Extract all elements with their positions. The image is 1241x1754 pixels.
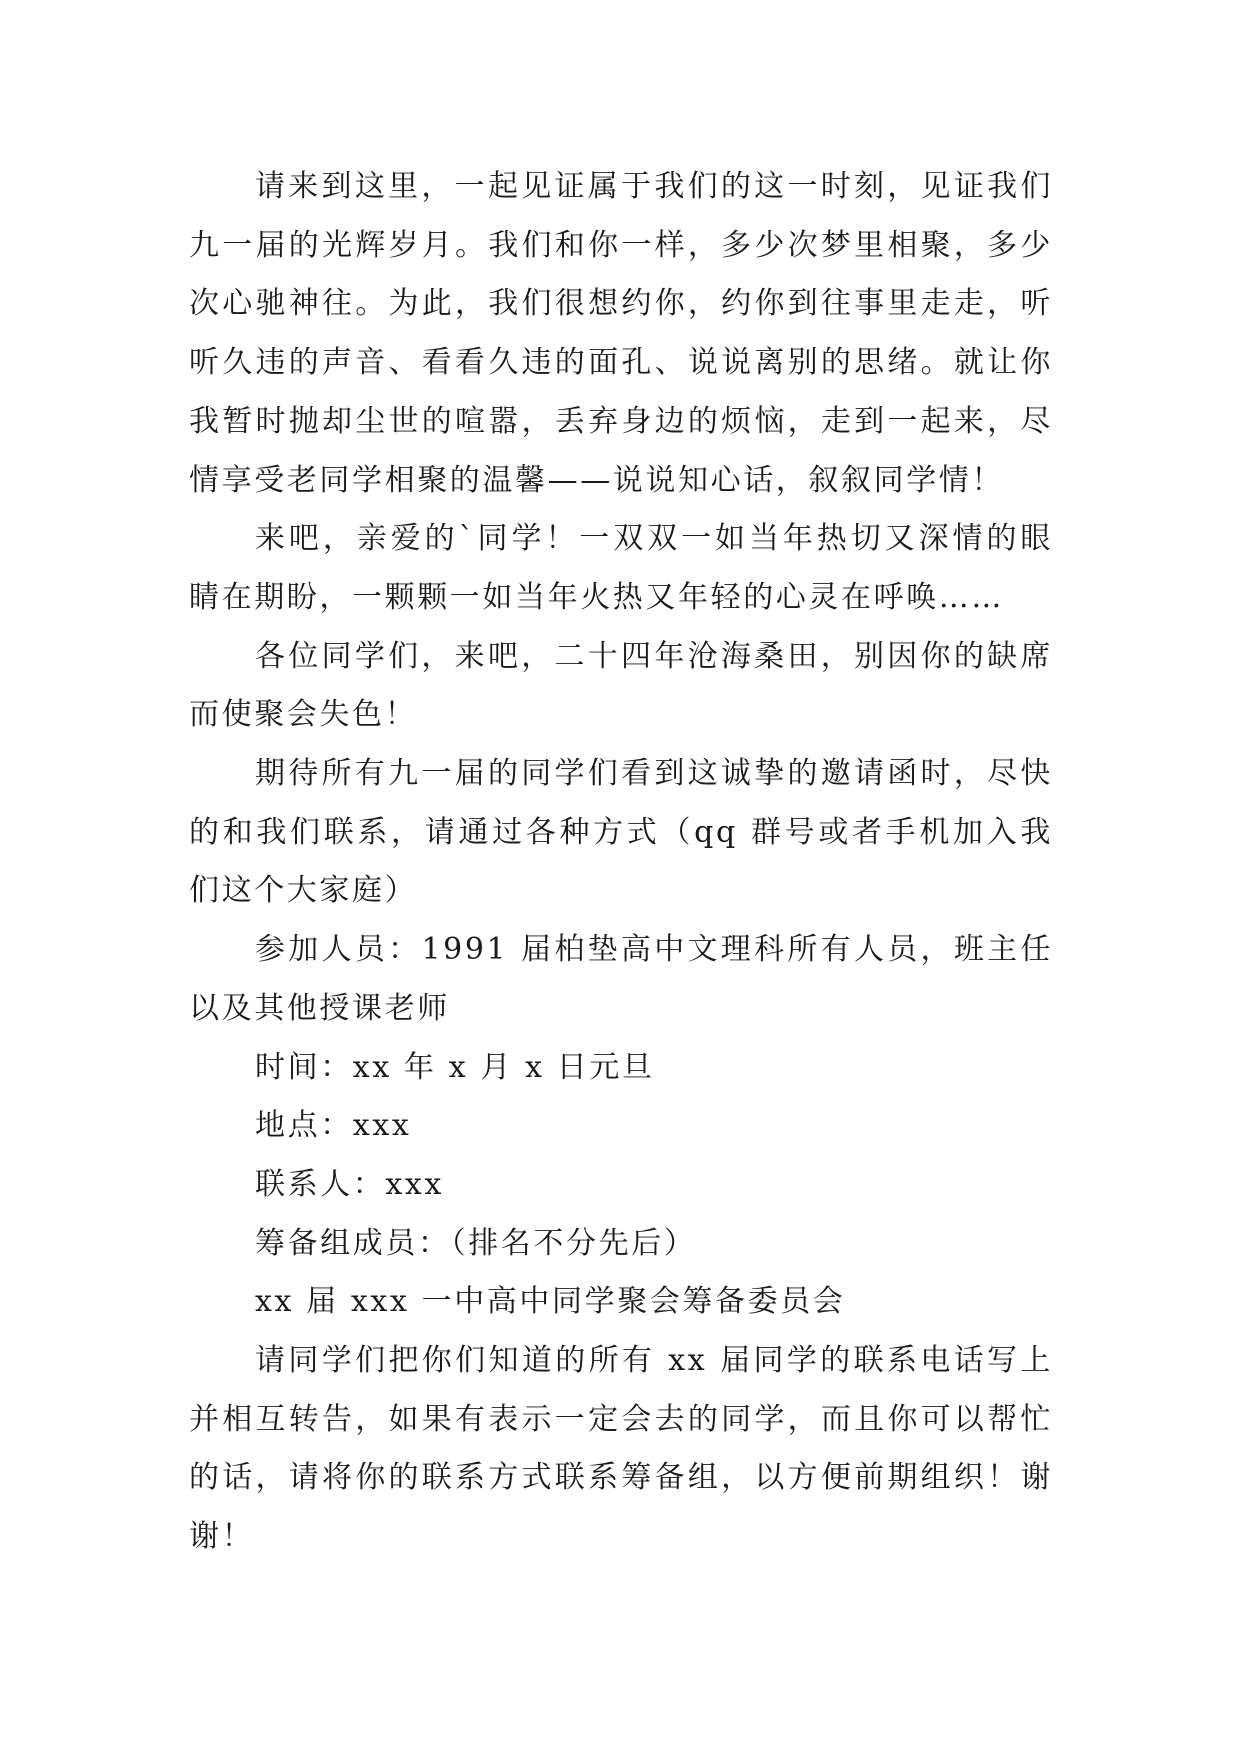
paragraph-come-classmates: 来吧，亲爱的`同学！一双双一如当年热切又深情的眼睛在期盼，一颗颗一如当年火热又年轻的心灵在呼唤…… bbox=[189, 521, 1053, 615]
paragraph-committee-name: xx 届 xxx 一中高中同学聚会筹备委员会 bbox=[255, 1284, 846, 1320]
paragraph-dont-miss: 各位同学们，来吧，二十四年沧海桑田，别因你的缺席而使聚会失色！ bbox=[189, 638, 1053, 733]
paragraph-contact-us: 期待所有九一届的同学们看到这诚挚的邀请函时，尽快的和我们联系，请通过各种方式（qq 群号或者手机加入我们这个大家庭） bbox=[189, 756, 1053, 909]
paragraph-closing-request: 请同学们把你们知道的所有 xx 届同学的联系电话写上并相互转告，如果有表示一定会去的同学，而且你可以帮忙的话，请将你的联系方式联系筹备组，以方便前期组织！谢谢！ bbox=[189, 1343, 1053, 1555]
paragraph-committee-members: 筹备组成员：（排名不分先后） bbox=[255, 1225, 697, 1261]
paragraph-participants: 参加人员：1991 届柏垫高中文理科所有人员，班主任以及其他授课老师 bbox=[189, 932, 1053, 1026]
paragraph-time: 时间：xx 年 x 月 x 日元旦 bbox=[255, 1049, 655, 1085]
paragraph-location: 地点：xxx bbox=[255, 1108, 412, 1144]
paragraph-contact-person: 联系人：xxx bbox=[255, 1166, 444, 1202]
paragraph-invitation-intro: 请来到这里，一起见证属于我们的这一时刻，见证我们九一届的光辉岁月。我们和你一样，多少次梦里相聚，多少次心驰神往。为此，我们很想约你，约你到往事里走走，听听久违的声音、看看久违的面孔、说说离别的思绪。就让你我暂时抛却尘世的喧嚣，丢弃身边的烦恼，走到一起来，尽情享受老同学相聚的温馨——说说知心话，叙叙同学情！ bbox=[189, 169, 1053, 498]
document-body bbox=[189, 158, 1053, 1567]
